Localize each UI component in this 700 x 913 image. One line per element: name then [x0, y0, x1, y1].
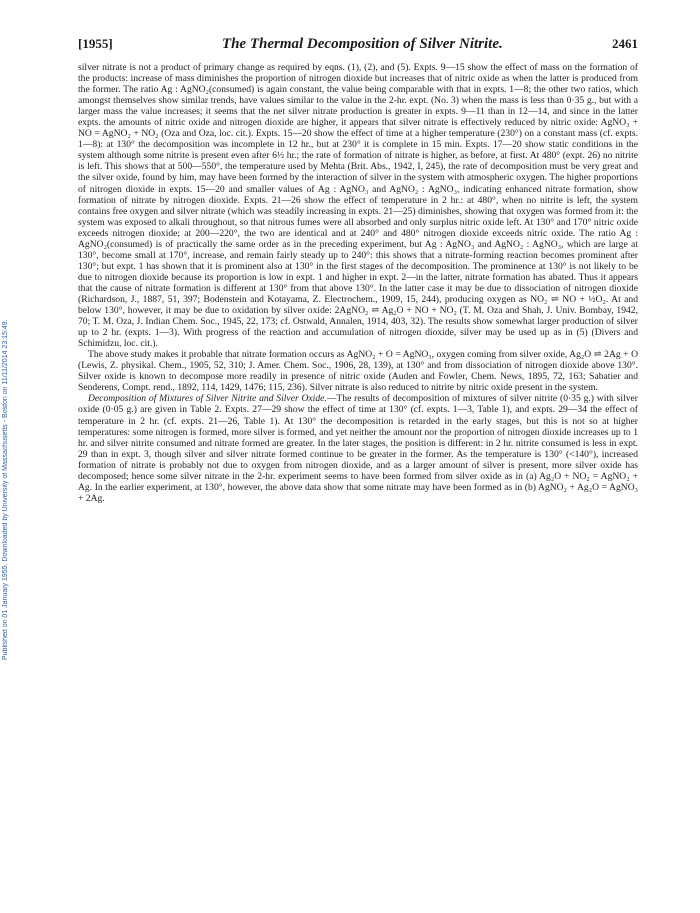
article-body — [78, 62, 638, 504]
section-heading: Decomposition of Mixtures of Silver Nitrite and Silver Oxide. — [88, 393, 327, 405]
paragraph-1-text: silver nitrate is not a product of primary change as required by eqns. (1), (2), and (5). Expts. 9—15 show the effect of mass on the formation of the products: increase of mass diminishes the proportion of nitrogen dioxide but increases that of nitric oxide as when the latter is produced from the former. The ratio Ag : AgNO₂(consumed) is again constant, the value being comparable with that in expts. 1—8; the other two ratios, which amongst themselves show similar trends, have values similar to the value in the 2-hr. expt. (No. 3) when the mass is less than 0·35 g., but with a larger mass the value increases; it seems that the net silver nitrate production is greater in expts. 9—11 than in 12—14, and since in the latter expts. the amounts of nitric oxide and nitrogen dioxide are higher, it appears that silver nitrate is effectively reduced by nitric oxide: AgNO₃ + NO = AgNO₂ + NO₂ (Oza and Oza, loc. cit.). Expts. 15—20 show the effect of time at a higher temperature (230°) on a constant mass (cf. expts. 1—8): at 130° the decomposition was incomplete in 12 hr., but at 230° it is complete in 15 min. Expts. 17—20 show static conditions in the system although some nitrite is present even after 6½ hr.; the rate of formation of nitrate is higher, as before, at first. At 480° (expt. 26) no nitrite is left. This shows that at 500—550°, the temperature used by Mehta (Brit. Abs., 1942, I, 245), the rate of decomposition must be very great and the silver oxide, found by him, may have been formed by the interaction of silver in the system with atmospheric oxygen. The higher proportions of nitrogen dioxide in expts. 15—20 and smaller values of Ag : AgNO₃ and AgNO₂ : AgNO₃, indicating enhanced nitrate formation, show formation of nitrate by nitrogen dioxide. Expts. 21—26 show the effect of temperature in 2 hr.: at 480°, when no nitrite is left, the system contains free oxygen and silver nitrate (which was steadily increasing in expts. 21—25) diminishes, showing that oxygen was formed from it: the system was exposed to alkali throughout, so that nitrous fumes were all absorbed and only surplus nitric oxide left. At 130° and 170° nitric oxide exceeds nitrogen dioxide; at 200—220°, the two are identical and at 240° and 480° nitrogen dioxide exceeds nitric oxide. The ratio Ag : AgNO₂(consumed) is of practically the same order as in the preceding experiment, but Ag : AgNO₃ and AgNO₂ : AgNO₃, which are large at 130°, become small at 170°, increase, and remain fairly steady up to 240°: this shows that a nitrate-forming reaction becomes prominent after 130°; but expt. 1 has shown that it is prominent also at 130° in the first stages of the decomposition. The prominence at 130° is not likely to be due to nitrogen dioxide because its proportion is low in expt. 1 and higher in expt. 2—in the latter, nitrate formation has abated. Thus it appears that the cause of nitrate formation is different at 130° from that above 130°. In the latter case it may be due to dissociation of nitrogen dioxide (Richardson, J., 1887, 51, 397; Bodenstein and Kotayama, Z. Electrochem., 1909, 15, 244), producing oxygen as NO₂ ⇌ NO + ½O₂. At and below 130°, however, it may be due to oxidation by silver oxide: 2AgNO₂ ⇌ Ag₂O + NO + NO₂ (T. M. Oza and Shah, J. Univ. Bombay, 1942, 70; T. M. Oza, J. Indian Chem. Soc., 1945, 22, 173; cf. Ostwald, Annalen, 1914, 403, 32). The results show somewhat larger production of silver up to 2 hr. (expts. 1—3). With progress of the reaction and accumulation of nitrogen dioxide, silver may be used up as in (5) (Divers and Schimidzu, loc. cit.). — [78, 62, 638, 350]
paragraph-1 — [78, 62, 638, 349]
page-number: 2461 — [612, 36, 638, 51]
paragraph-3-text: —The results of decomposition of mixtures of silver nitrite (0·35 g.) with silver oxide (0·05 g.) are given in Table 2. Expts. 27—29 show the effect of time at 130° (cf. expts. 1—3, Table 1), and expts. 29—34 the effect of temperature in 2 hr. (cf. expts. 21—26, Table 1). At 130° the decomposition is retarded in the early stages, but this is not so at higher temperatures: some nitrogen is formed, more silver is formed, and yet neither the amount nor the proportion of nitrogen dioxide increases up to 1 hr. and silver nitrite consumed and nitrate formed are greater. In the later stages, the position is different: in 2 hr. nitrite consumed is less in expt. 29 than in expt. 3, though silver and silver nitrate formed continue to be greater in the former. As the temperature is 130° (<140°), increased formation of nitrate is probably not due to oxygen from nitrogen dioxide, and as a larger amount of silver is present, more silver oxide has decomposed; hence some silver nitrate in the 2-hr. experiment seems to have been formed from silver oxide as in (a) Ag₂O + NO₂ = AgNO₂ + Ag. In the earlier experiment, at 130°, however, the above data show that some nitrate may have been formed as in (b) AgNO₂ + Ag₂O = AgNO₃ + 2Ag. — [78, 393, 638, 504]
running-title: The Thermal Decomposition of Silver Nitrite. — [221, 36, 503, 52]
publication-info-sidebar: Published on 01 January 1955. Downloaded by University of Massachusetts - Boston on 11/11/2014 23:15:49. — [2, 319, 9, 660]
journal-year: [1955] — [78, 36, 113, 51]
paragraph-2 — [78, 349, 638, 393]
paragraph-3 — [78, 393, 638, 503]
paragraph-2-text: The above study makes it probable that nitrate formation occurs as AgNO₂ + O = AgNO₃, oxygen coming from silver oxide, Ag₂O ⇌ 2Ag + O (Lewis, Z. physikal. Chem., 1905, 52, 310; J. Amer. Chem. Soc., 1906, 28, 139), at 130° and from dissociation of nitrogen dioxide above 130°. Silver oxide is known to decompose more readily in presence of nitric oxide (Auden and Fowler, Chem. News, 1895, 72, 163; Sabatier and Senderens, Compt. rend., 1892, 114, 1429, 1476; 115, 236). Silver nitrate is also reduced to nitrite by nitric oxide present in the system. — [78, 349, 638, 394]
page-header — [78, 36, 638, 58]
